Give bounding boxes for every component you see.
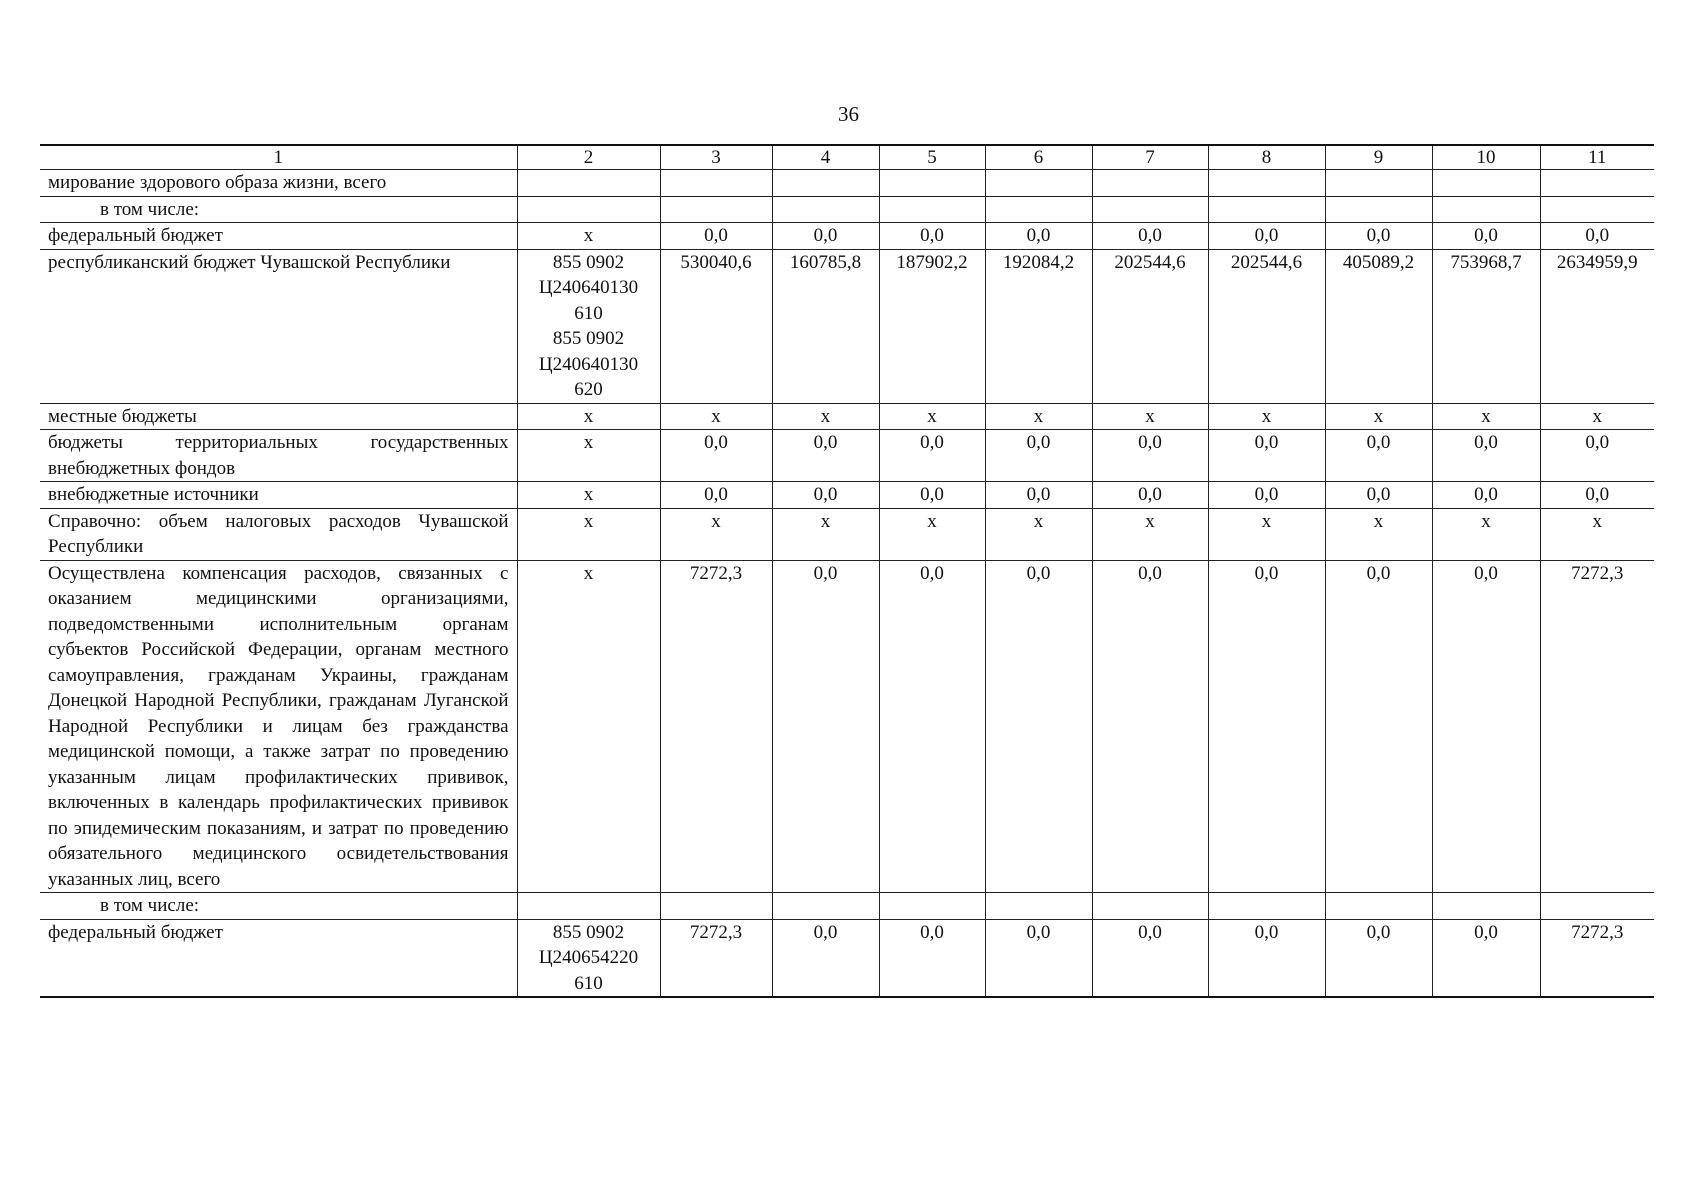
table-row xyxy=(40,223,1654,250)
budget-code-line: 610 xyxy=(574,972,603,994)
row-description: в том числе: xyxy=(40,196,517,223)
row-description: федеральный бюджет xyxy=(40,919,517,997)
row-description: бюджеты территориальных государственных внебюджетных фондов xyxy=(40,430,517,482)
header-cell: 7 xyxy=(1092,145,1208,170)
value-cell: 202544,6 xyxy=(1092,249,1208,403)
value-cell xyxy=(879,893,985,920)
value-cell xyxy=(1432,196,1540,223)
budget-code-cell xyxy=(517,560,660,893)
value-cell: 0,0 xyxy=(879,482,985,509)
value-cell: 0,0 xyxy=(772,482,879,509)
header-cell: 1 xyxy=(40,145,517,170)
value-cell: 2634959,9 xyxy=(1540,249,1654,403)
value-cell xyxy=(660,893,772,920)
value-cell: 0,0 xyxy=(985,482,1092,509)
value-cell xyxy=(1092,170,1208,197)
budget-code-cell xyxy=(517,196,660,223)
value-cell: x xyxy=(1092,508,1208,560)
budget-table xyxy=(40,144,1654,998)
value-cell xyxy=(1325,170,1432,197)
row-description: Осуществлена компенсация расходов, связанных с оказанием медицинскими организациями, подведомственными исполнительным органам субъектов Российской Федерации, органам местного самоуправления, гражданам Украины, гражданам Донецкой Народной Республики, гражданам Луганской Народной Республики и лицам без гражданства медицинской помощи, а также затрат по проведению указанным лицам профилактических прививок, включенных в календарь профилактических прививок по эпидемическим показаниям, и затрат по проведению обязательного медицинского освидетельствования указанных лиц, всего xyxy=(40,560,517,893)
budget-code-line: x xyxy=(583,510,594,532)
value-cell: 0,0 xyxy=(772,560,879,893)
value-cell: x xyxy=(879,508,985,560)
value-cell: 0,0 xyxy=(1540,223,1654,250)
value-cell: 0,0 xyxy=(1092,560,1208,893)
value-cell: 0,0 xyxy=(1432,919,1540,997)
value-cell: 753968,7 xyxy=(1432,249,1540,403)
value-cell xyxy=(1208,196,1325,223)
table-row xyxy=(40,430,1654,482)
value-cell: 0,0 xyxy=(772,430,879,482)
value-cell xyxy=(660,170,772,197)
header-cell: 3 xyxy=(660,145,772,170)
value-cell: 0,0 xyxy=(660,482,772,509)
value-cell: 0,0 xyxy=(1432,223,1540,250)
value-cell xyxy=(1208,893,1325,920)
value-cell: 0,0 xyxy=(1208,223,1325,250)
row-description: местные бюджеты xyxy=(40,403,517,430)
row-description: Справочно: объем налоговых расходов Чувашской Республики xyxy=(40,508,517,560)
value-cell: x xyxy=(985,403,1092,430)
header-cell: 5 xyxy=(879,145,985,170)
value-cell: 0,0 xyxy=(1092,482,1208,509)
value-cell: x xyxy=(1325,403,1432,430)
value-cell xyxy=(1325,196,1432,223)
budget-code-line: 855 0902 xyxy=(552,921,625,943)
value-cell: x xyxy=(879,403,985,430)
value-cell: x xyxy=(1540,508,1654,560)
value-cell xyxy=(772,893,879,920)
value-cell: 0,0 xyxy=(1540,430,1654,482)
value-cell: 0,0 xyxy=(985,430,1092,482)
value-cell: 0,0 xyxy=(1325,430,1432,482)
budget-code-cell xyxy=(517,508,660,560)
value-cell: 0,0 xyxy=(772,223,879,250)
budget-code-line: 855 0902 xyxy=(552,328,625,349)
value-cell xyxy=(879,170,985,197)
page-number: 36 xyxy=(838,102,859,126)
value-cell: 160785,8 xyxy=(772,249,879,403)
header-cell: 9 xyxy=(1325,145,1432,170)
budget-code-line: x xyxy=(583,562,594,584)
budget-code-cell xyxy=(517,403,660,430)
value-cell xyxy=(772,170,879,197)
value-cell: 7272,3 xyxy=(1540,560,1654,893)
value-cell: 0,0 xyxy=(1208,919,1325,997)
budget-code-line: x xyxy=(583,405,594,427)
value-cell: 0,0 xyxy=(879,560,985,893)
value-cell xyxy=(1325,893,1432,920)
budget-code-line: x xyxy=(583,225,594,246)
value-cell: 0,0 xyxy=(985,919,1092,997)
header-cell: 4 xyxy=(772,145,879,170)
table-row xyxy=(40,403,1654,430)
value-cell xyxy=(1208,170,1325,197)
value-cell: 0,0 xyxy=(1208,430,1325,482)
budget-code-cell xyxy=(517,223,660,250)
budget-code-line: 855 0902 xyxy=(552,251,625,273)
value-cell: 0,0 xyxy=(1540,482,1654,509)
header-cell: 11 xyxy=(1540,145,1654,170)
budget-code-line: 610 xyxy=(574,302,603,324)
value-cell: x xyxy=(1540,403,1654,430)
value-cell: 0,0 xyxy=(1208,560,1325,893)
value-cell xyxy=(1432,893,1540,920)
value-cell: 187902,2 xyxy=(879,249,985,403)
budget-code-cell xyxy=(517,430,660,482)
value-cell: 0,0 xyxy=(1092,919,1208,997)
value-cell: 0,0 xyxy=(1432,560,1540,893)
value-cell: x xyxy=(1092,403,1208,430)
value-cell xyxy=(1432,170,1540,197)
row-description: республиканский бюджет Чувашской Республики xyxy=(40,249,517,403)
header-cell: 6 xyxy=(985,145,1092,170)
budget-code-line: Ц240654220 xyxy=(538,947,639,968)
value-cell: 0,0 xyxy=(1208,482,1325,509)
table-body xyxy=(40,145,1654,997)
value-cell: 0,0 xyxy=(985,560,1092,893)
value-cell: 7272,3 xyxy=(660,919,772,997)
value-cell: 7272,3 xyxy=(1540,919,1654,997)
value-cell: x xyxy=(1432,508,1540,560)
value-cell: x xyxy=(1208,403,1325,430)
value-cell xyxy=(1092,196,1208,223)
value-cell: x xyxy=(1432,403,1540,430)
value-cell: 0,0 xyxy=(879,430,985,482)
value-cell: x xyxy=(772,508,879,560)
value-cell: 0,0 xyxy=(1092,430,1208,482)
row-description: федеральный бюджет xyxy=(40,223,517,250)
value-cell: x xyxy=(660,508,772,560)
budget-code-cell xyxy=(517,482,660,509)
value-cell: x xyxy=(985,508,1092,560)
table-row xyxy=(40,482,1654,509)
row-description: мирование здорового образа жизни, всего xyxy=(40,170,517,197)
table-row xyxy=(40,170,1654,197)
value-cell: 0,0 xyxy=(1432,482,1540,509)
value-cell xyxy=(1092,893,1208,920)
table-row xyxy=(40,249,1654,403)
row-description: в том числе: xyxy=(40,893,517,920)
table-row xyxy=(40,893,1654,920)
value-cell xyxy=(772,196,879,223)
value-cell: 202544,6 xyxy=(1208,249,1325,403)
budget-code-cell xyxy=(517,170,660,197)
header-cell: 2 xyxy=(517,145,660,170)
budget-code-line: x xyxy=(583,432,594,453)
value-cell: x xyxy=(1325,508,1432,560)
value-cell: x xyxy=(1208,508,1325,560)
value-cell: 192084,2 xyxy=(985,249,1092,403)
value-cell: 0,0 xyxy=(660,223,772,250)
value-cell xyxy=(985,196,1092,223)
value-cell xyxy=(1540,170,1654,197)
budget-code-cell xyxy=(517,919,660,997)
value-cell: 0,0 xyxy=(660,430,772,482)
budget-code-line: x xyxy=(583,484,594,505)
value-cell: 0,0 xyxy=(1092,223,1208,250)
budget-code-line: 620 xyxy=(574,379,603,400)
value-cell: 0,0 xyxy=(879,919,985,997)
budget-code-line: Ц240640130 xyxy=(538,353,639,375)
value-cell: 0,0 xyxy=(1432,430,1540,482)
value-cell: x xyxy=(772,403,879,430)
value-cell: 0,0 xyxy=(772,919,879,997)
value-cell xyxy=(1540,893,1654,920)
value-cell: x xyxy=(660,403,772,430)
header-cell: 8 xyxy=(1208,145,1325,170)
value-cell xyxy=(985,893,1092,920)
value-cell: 0,0 xyxy=(1325,482,1432,509)
value-cell: 405089,2 xyxy=(1325,249,1432,403)
budget-code-line: Ц240640130 xyxy=(538,277,639,298)
row-description: внебюджетные источники xyxy=(40,482,517,509)
header-row xyxy=(40,145,1654,170)
value-cell xyxy=(985,170,1092,197)
value-cell xyxy=(1540,196,1654,223)
value-cell: 530040,6 xyxy=(660,249,772,403)
value-cell: 0,0 xyxy=(985,223,1092,250)
value-cell xyxy=(879,196,985,223)
value-cell: 0,0 xyxy=(879,223,985,250)
value-cell: 0,0 xyxy=(1325,919,1432,997)
value-cell: 7272,3 xyxy=(660,560,772,893)
value-cell: 0,0 xyxy=(1325,223,1432,250)
value-cell: 0,0 xyxy=(1325,560,1432,893)
table-row xyxy=(40,560,1654,893)
budget-code-cell xyxy=(517,893,660,920)
value-cell xyxy=(660,196,772,223)
table-row xyxy=(40,508,1654,560)
header-cell: 10 xyxy=(1432,145,1540,170)
table-row xyxy=(40,196,1654,223)
table-row xyxy=(40,919,1654,997)
budget-code-cell xyxy=(517,249,660,403)
